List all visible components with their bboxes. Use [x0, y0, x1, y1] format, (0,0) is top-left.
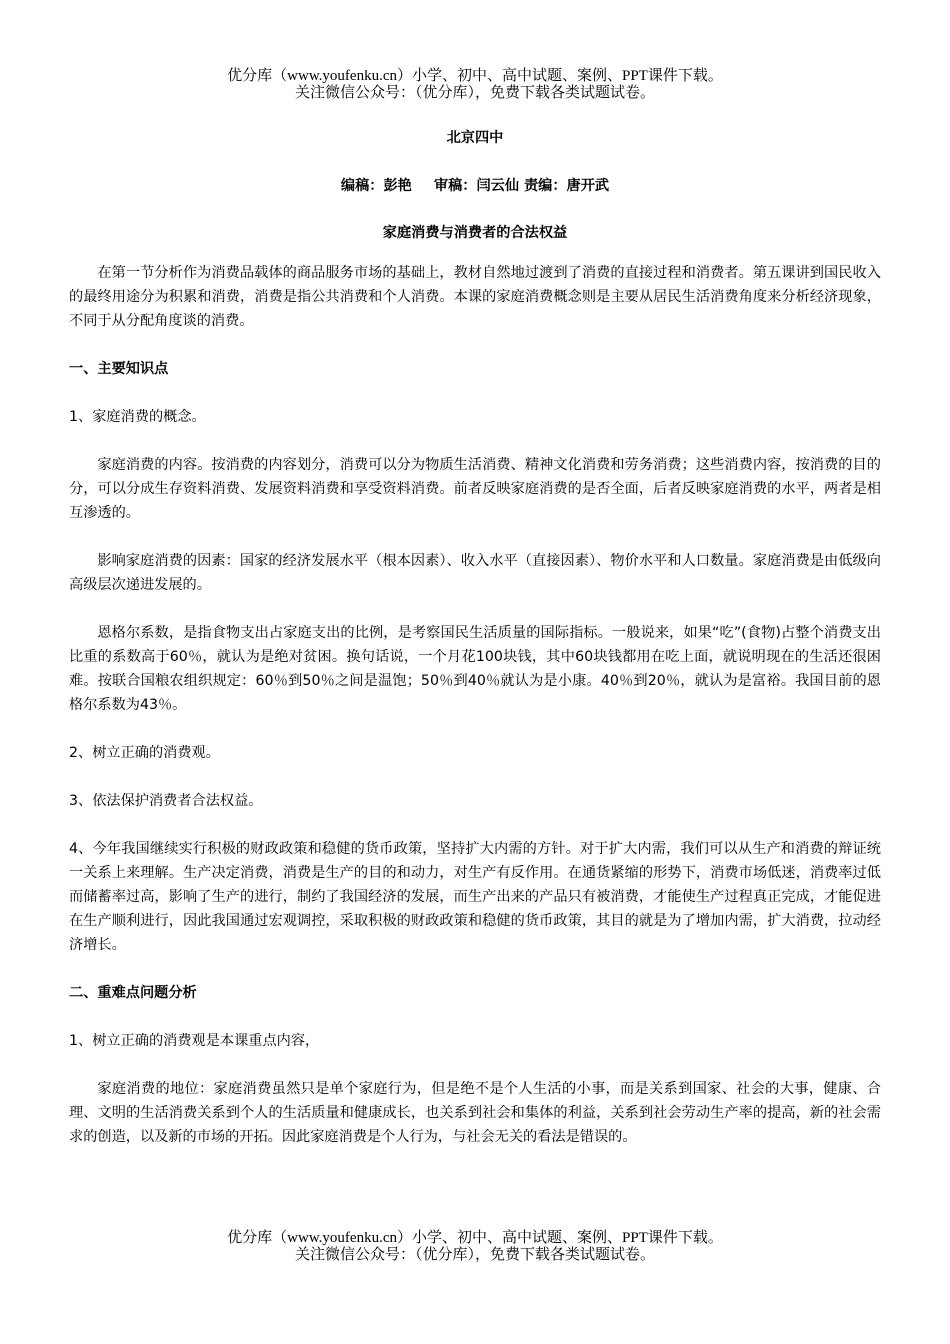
- intro-paragraph: 在第一节分析作为消费品载体的商品服务市场的基础上，教材自然地过渡到了消费的直接过程和消费者。第五课讲到国民收入的最终用途分为积累和消费，消费是指公共消费和个人消费。本课的家庭消费概念则是主要从居民生活消费角度来分析经济现象，不同于从分配角度谈的消费。: [69, 265, 881, 329]
- editor-credit: 编稿：彭艳: [340, 178, 412, 194]
- paragraph-consumption-content: 家庭消费的内容。按消费的内容划分，消费可以分为物质生活消费、精神文化消费和劳务消费；这些消费内容，按消费的目的分，可以分成生存资料消费、发展资料消费和享受资料消费。前者反映家庭消费的是否全面，后者反映家庭消费的水平，两者是相互渗透的。: [69, 457, 881, 521]
- school-name: 北京四中: [446, 130, 504, 146]
- header-line-1: 优分库（www.youfenku.cn）小学、初中、高中试题、案例、PPT课件下载。: [227, 68, 723, 84]
- list-item: 1、树立正确的消费观是本课重点内容，: [69, 1033, 320, 1049]
- editors-line: [69, 174, 881, 198]
- list-item: 2、树立正确的消费观。: [69, 745, 220, 761]
- list-item: 3、依法保护消费者合法权益。: [69, 793, 263, 809]
- footer-banner: [0, 1230, 950, 1264]
- reviewer-credit: 审稿：闫云仙 责编：唐开武: [433, 178, 610, 194]
- footer-line-1: 优分库（www.youfenku.cn）小学、初中、高中试题、案例、PPT课件下载。: [227, 1230, 723, 1246]
- header-line-2: 关注微信公众号：（优分库），免费下载各类试题试卷。: [294, 85, 655, 101]
- document-body: [69, 126, 881, 1149]
- paragraph-consumption-status: 家庭消费的地位：家庭消费虽然只是单个家庭行为，但是绝不是个人生活的小事，而是关系到国家、社会的大事，健康、合理、文明的生活消费关系到个人的生活质量和健康成长，也关系到社会和集体的利益，关系到社会劳动生产率的提高，新的社会需求的创造，以及新的市场的开拓。因此家庭消费是个人行为，与社会无关的看法是错误的。: [69, 1081, 881, 1145]
- list-item: 1、家庭消费的概念。: [69, 409, 206, 425]
- document-title: 家庭消费与消费者的合法权益: [382, 225, 568, 241]
- section-heading-1: 一、主要知识点: [69, 361, 169, 377]
- header-banner: [0, 68, 950, 102]
- section-heading-2: 二、重难点问题分析: [69, 985, 197, 1001]
- list-item: 4、今年我国继续实行积极的财政政策和稳健的货币政策，坚持扩大内需的方针。对于扩大内需，我们可以从生产和消费的辩证统一关系上来理解。生产决定消费，消费是生产的目的和动力，对生产有反作用。在通货紧缩的形势下，消费市场低迷，消费率过低而储蓄率过高，影响了生产的进行，制约了我国经济的发展，而生产出来的产品只有被消费，才能使生产过程真正完成，才能促进在生产顺利进行，因此我国通过宏观调控，采取积极的财政政策和稳健的货币政策，其目的就是为了增加内需，扩大消费，拉动经济增长。: [69, 841, 881, 953]
- paragraph-consumption-factors: 影响家庭消费的因素：国家的经济发展水平（根本因素）、收入水平（直接因素）、物价水平和人口数量。家庭消费是由低级向高级层次递进发展的。: [69, 553, 881, 593]
- paragraph-engel-coefficient: 恩格尔系数，是指食物支出占家庭支出的比例，是考察国民生活质量的国际指标。一般说来，如果“吃”(食物)占整个消费支出比重的系数高于60％，就认为是绝对贫困。换句话说，一个月花100块钱，其中60块钱都用在吃上面，就说明现在的生活还很困难。按联合国粮农组织规定：60％到50％之间是温饱；50％到40％就认为是小康。40％到20％，就认为是富裕。我国目前的恩格尔系数为43％。: [69, 625, 881, 713]
- footer-line-2: 关注微信公众号：（优分库），免费下载各类试题试卷。: [294, 1247, 655, 1263]
